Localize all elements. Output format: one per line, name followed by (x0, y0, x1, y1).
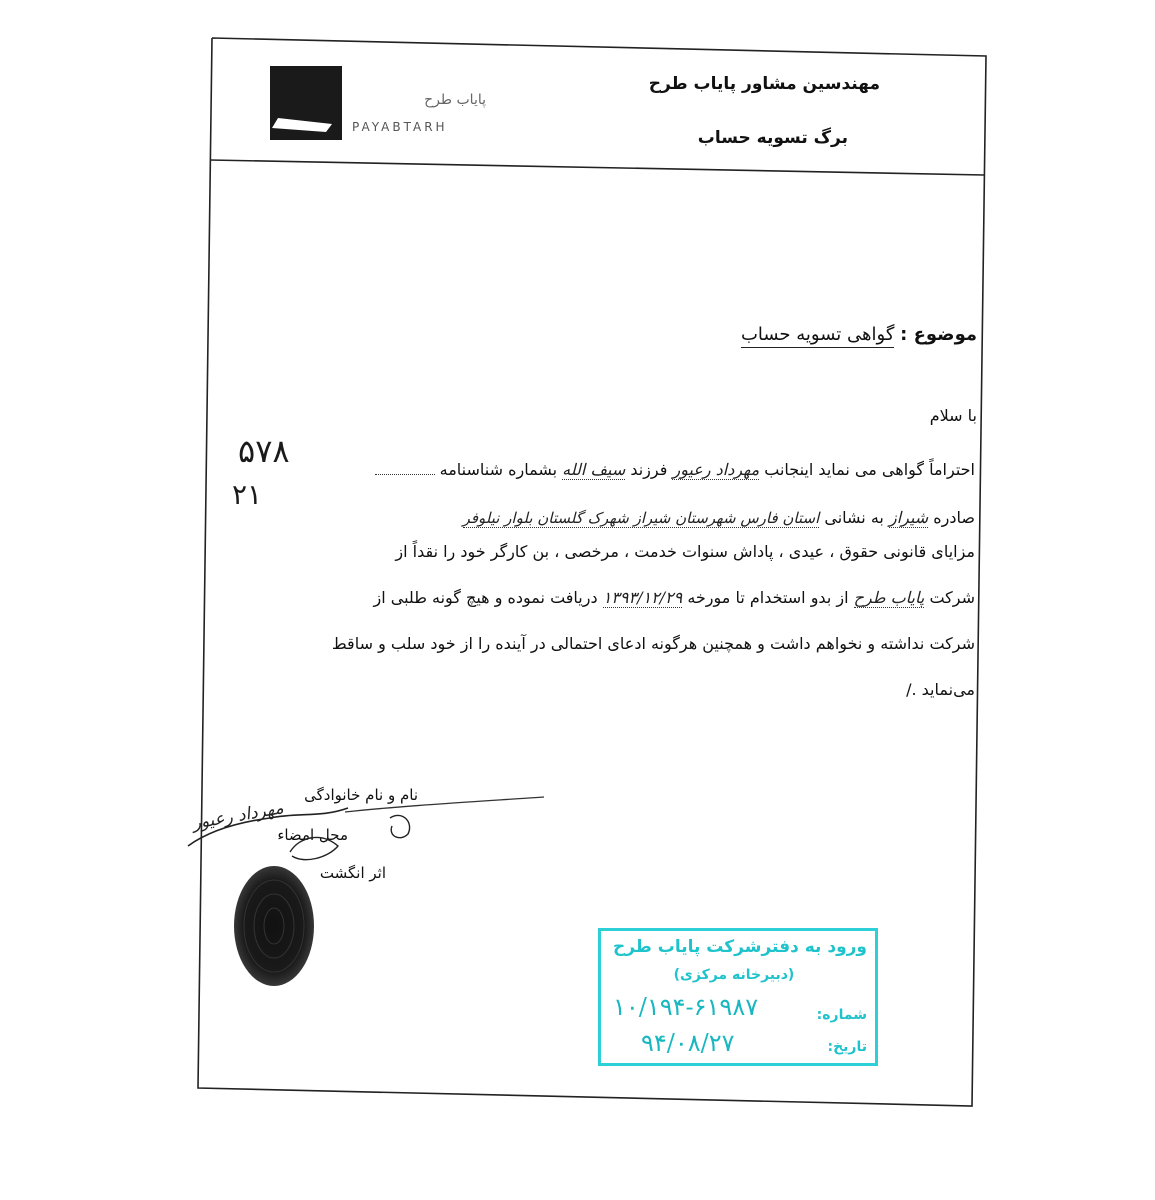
body-line-3: مزایای قانونی حقوق ، عیدی ، پاداش سنوات خدمت ، مرخصی ، بن کارگر خود را نقداً از (395, 542, 975, 561)
stamp-subtitle: (دبیرخانه مرکزی) (673, 967, 795, 983)
company-handwritten: پایاب طرح (853, 588, 925, 607)
line1-mid: فرزند (630, 460, 668, 479)
line1-end: بشماره شناسنامه (439, 460, 558, 479)
stamp-number-label: شماره: (816, 1007, 867, 1023)
stamp-date-value: ۹۴/۰۸/۲۷ (641, 1029, 735, 1057)
body-line-5: شرکت نداشته و نخواهم داشت و همچنین هرگونه ادعای احتمالی در آینده را از خود سلب و ساقط (331, 634, 975, 653)
end-date-handwritten: ۱۳۹۳/۱۲/۲۹ (602, 588, 683, 607)
registration-stamp (598, 928, 878, 1066)
greeting: با سلام (929, 406, 977, 425)
employee-name-handwritten: مهرداد رعیور (672, 460, 760, 479)
fingerprint-icon (232, 864, 316, 988)
line4-start: شرکت (929, 588, 975, 607)
company-name: مهندسین مشاور پایاب طرح (648, 74, 880, 94)
id-number-handwritten: ۵۷۸ (238, 432, 290, 470)
birthplace-handwritten: شیراز (888, 508, 929, 527)
subject-value: گواهی تسویه حساب (741, 324, 894, 348)
subject-label: موضوع : (900, 324, 977, 345)
line4-mid: از بدو استخدام تا مورخه (687, 588, 849, 607)
address-number-handwritten: ۲۱ (232, 478, 263, 511)
line2-start: صادره (933, 508, 975, 527)
logo-persian-text: پایاب طرح (424, 92, 486, 108)
handwritten-name: مهرداد رعیور (190, 798, 286, 834)
line1-start: احتراماً گواهی می نماید اینجانب (764, 460, 975, 479)
body-line-6: می‌نماید ./ (906, 680, 975, 699)
stamp-title: ورود به دفترشرکت پایاب طرح (612, 937, 867, 957)
stamp-number-value: ۱۰/۱۹۴-۶۱۹۸۷ (613, 993, 759, 1021)
father-name-handwritten: سیف الله (562, 460, 626, 479)
name-label: نام و نام خانوادگی (304, 786, 418, 804)
sign-label: محل امضاء (277, 826, 348, 844)
form-title: برگ تسویه حساب (697, 128, 848, 148)
line2-mid: به نشانی (824, 508, 884, 527)
address-handwritten: استان فارس شهرستان شیراز شهرک گلستان بلوار نیلوفر (462, 509, 820, 527)
fingerprint-label: اثر انگشت (319, 864, 386, 882)
line4-end: دریافت نموده و هیچ گونه طلبی از (373, 588, 598, 607)
logo-english-text: PAYABTARH (352, 120, 448, 134)
stamp-date-label: تاریخ: (827, 1039, 867, 1055)
